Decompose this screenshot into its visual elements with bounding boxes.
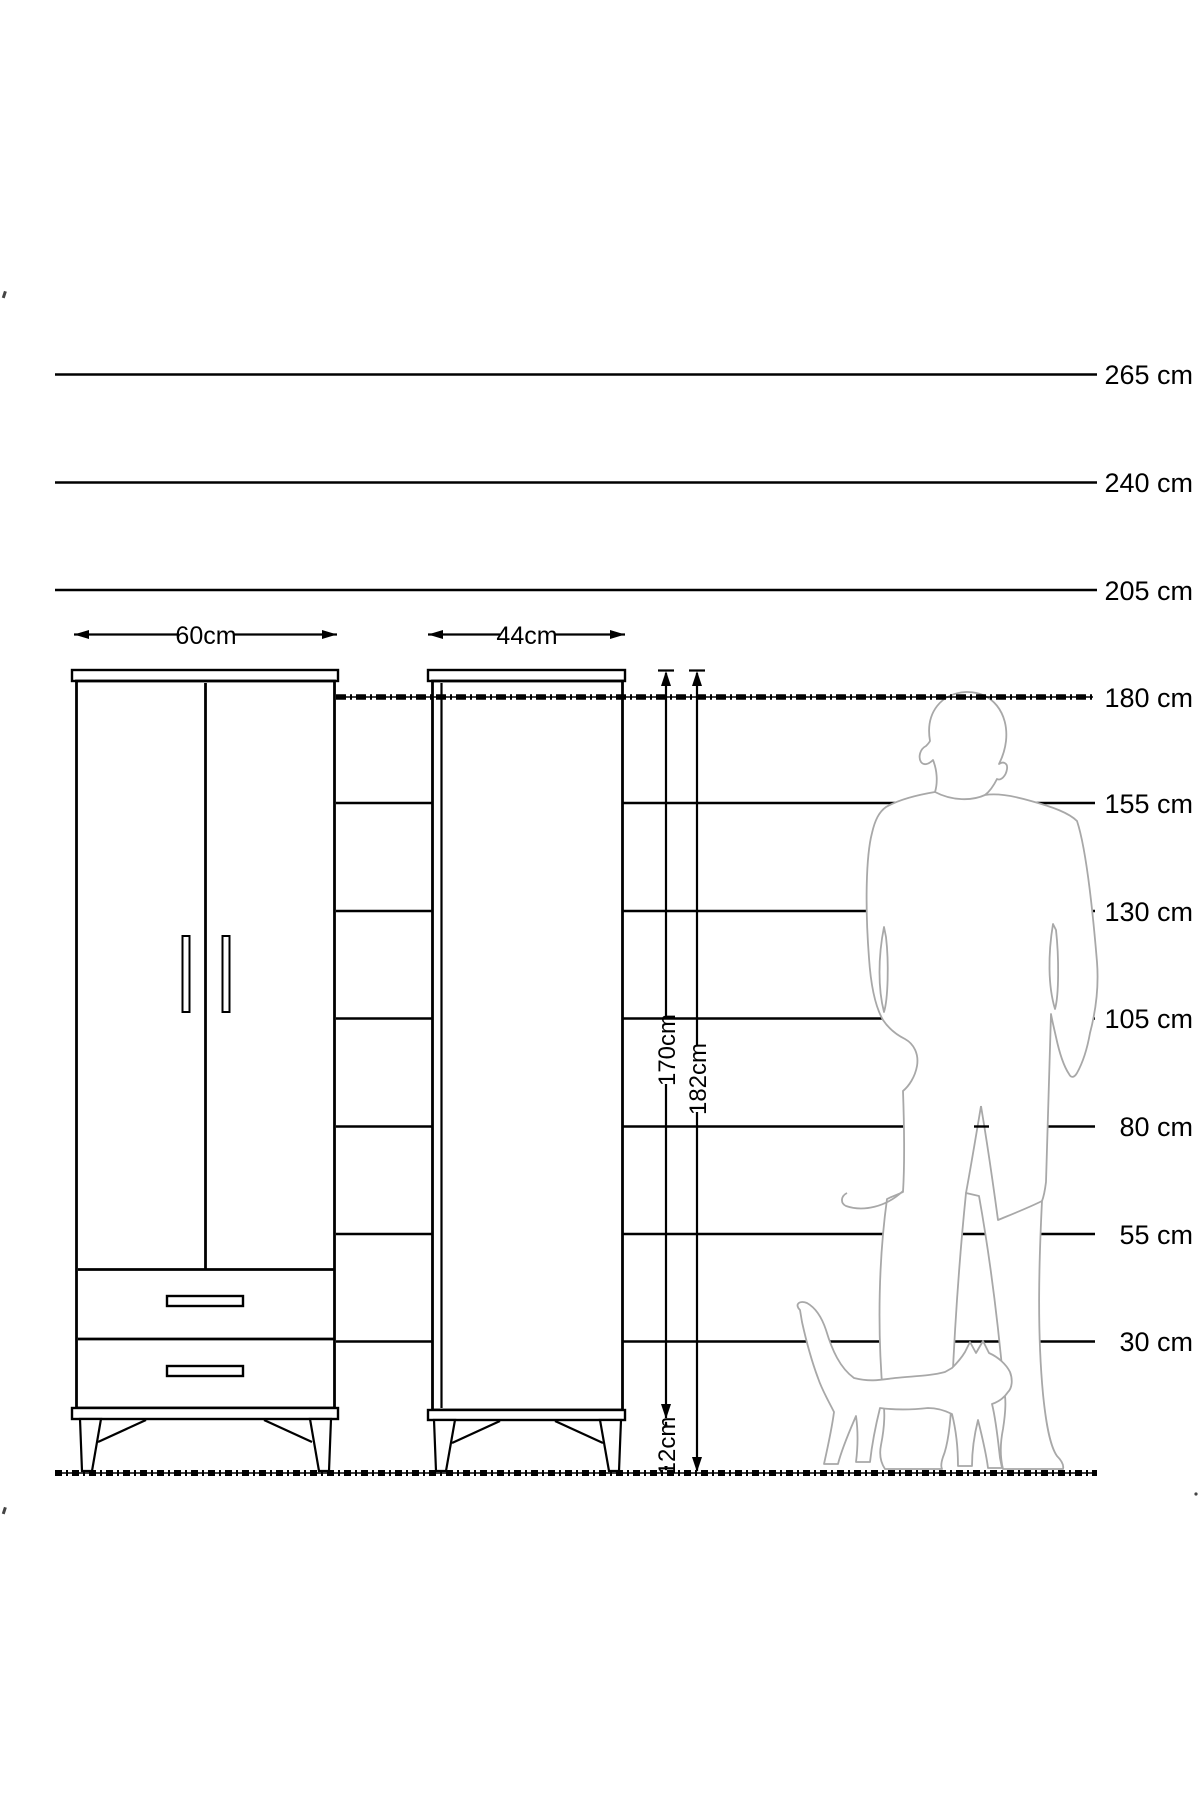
dimension-cabinet-width [428,619,625,650]
wardrobe-drawer-handle-2 [167,1366,243,1376]
wardrobe-left-leg [80,1419,101,1471]
wardrobe-left-leg-strut [98,1420,146,1442]
dimension-wardrobe-width [74,619,337,650]
dim-170-label: 170cm [654,1013,681,1087]
dim-60-label: 60cm [175,622,237,650]
cabinet-left-leg-strut [452,1421,500,1443]
wardrobe-top-board [72,670,338,681]
dim-44-arrow-right [610,630,625,639]
wardrobe [72,670,338,1471]
cabinet-bottom-board [428,1410,625,1420]
scale-label-105: 105 cm [1104,1004,1193,1034]
dim-12-label: 12cm [654,1416,681,1476]
dim-182-label: 182cm [685,1042,712,1116]
scale-label-155: 155 cm [1104,789,1193,819]
cabinet-right-leg [600,1420,621,1471]
wardrobe-right-leg-strut [264,1420,312,1442]
scale-label-180: 180 cm [1104,683,1193,713]
scale-labels [1104,360,1193,1357]
wardrobe-right-door-handle [223,936,230,1012]
scale-label-265: 265 cm [1104,360,1193,390]
dim-170-arrow-top [661,671,671,686]
scale-label-80: 80 cm [1119,1112,1193,1142]
dim-182-arrow-top [692,671,702,686]
dim-182-arrow-bottom [692,1457,702,1472]
wardrobe-bottom-board [72,1408,338,1419]
dim-44-arrow-left [428,630,443,639]
wardrobe-right-leg [310,1419,331,1471]
scale-label-130: 130 cm [1104,897,1193,927]
scale-label-55: 55 cm [1119,1220,1193,1250]
cabinet-top-board [428,670,625,681]
cabinet-body [433,681,623,1410]
scale-label-240: 240 cm [1104,468,1193,498]
dim-60-arrow-left [74,630,89,639]
wardrobe-left-door-handle [183,936,190,1012]
wardrobe-drawer-handle-1 [167,1296,243,1306]
dim-44-label: 44cm [496,622,558,650]
artifact-mark [2,1507,7,1515]
scale-label-205: 205 cm [1104,576,1193,606]
cabinet-right-leg-strut [555,1421,603,1443]
dim-60-arrow-right [322,630,337,639]
artifact-mark [1194,1492,1197,1495]
scale-label-30: 30 cm [1119,1327,1193,1357]
cabinet [428,670,625,1471]
artifact-mark [2,291,7,299]
cabinet-left-leg [434,1420,455,1471]
